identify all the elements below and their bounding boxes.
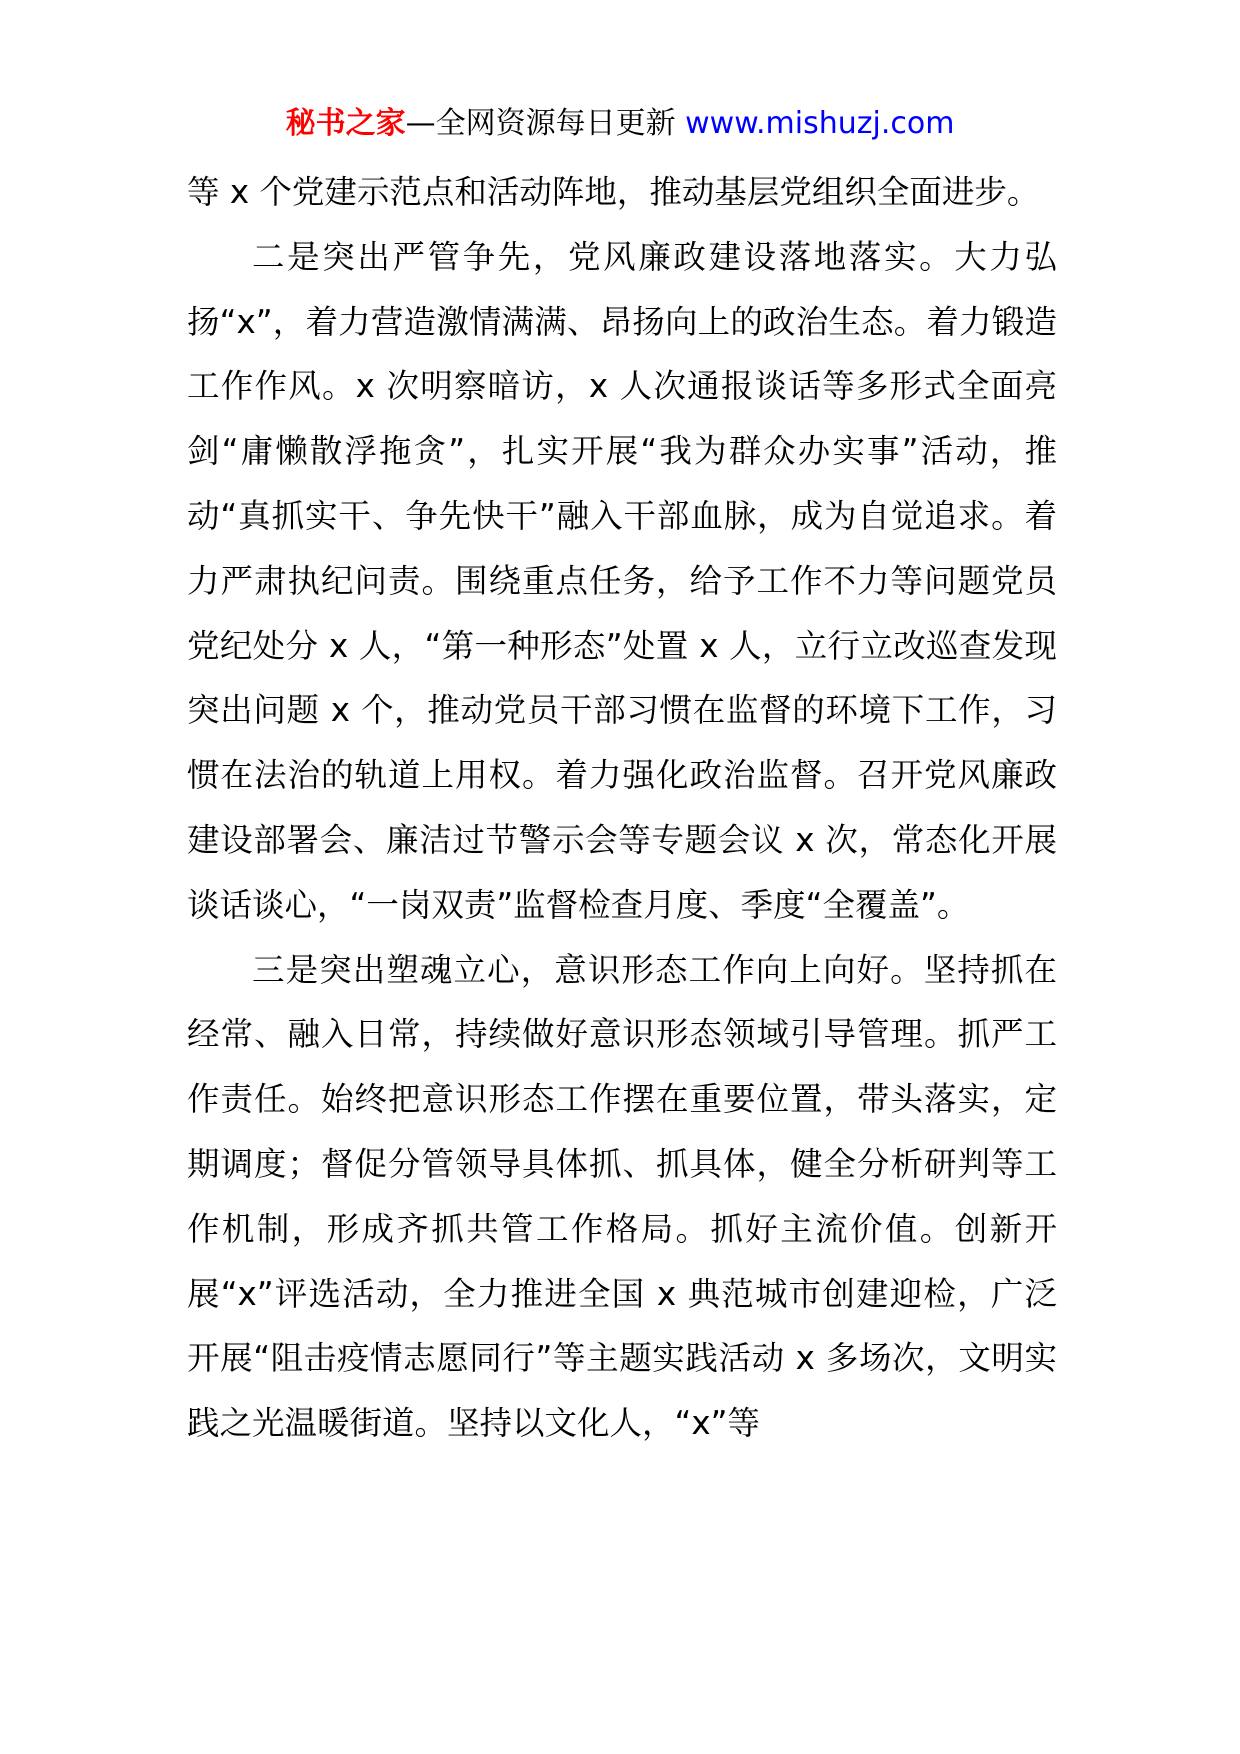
header-tagline: —全网资源每日更新 [405, 106, 686, 141]
paragraph-2: 二是突出严管争先，党风廉政建设落地落实。大力弘扬“x”，着力营造激情满满、昂扬向上的政治生态。着力锻造工作作风。x 次明察暗访，x 人次通报谈话等多形式全面亮剑“庸懒散浮拖贪”，扎实开展“我为群众办实事”活动，推动“真抓实干、争先快干”融入干部血脉，成为自觉追求。着力严肃执纪问责。围绕重点任务，给予工作不力等问题党员党纪处分 x 人，“第一种形态”处置 x 人，立行立改巡查发现突出问题 x 个，推动党员干部习惯在监督的环境下工作，习惯在法治的轨道上用权。着力强化政治监督。召开党风廉政建设部署会、廉洁过节警示会等专题会议 x 次，常态化开展谈话谈心，“一岗双责”监督检查月度、季度“全覆盖”。 [187, 237, 1057, 924]
page-header [0, 100, 1240, 148]
paragraph-1: 等 x 个党建示范点和活动阵地，推动基层党组织全面进步。 [187, 173, 1040, 211]
paragraph-3: 三是突出塑魂立心，意识形态工作向上向好。坚持抓在经常、融入日常，持续做好意识形态领域引导管理。抓严工作责任。始终把意识形态工作摆在重要位置，带头落实，定期调度；督促分管领导具体抓、抓具体，健全分析研判等工作机制，形成齐抓共管工作格局。抓好主流价值。创新开展“x”评选活动，全力推进全国 x 典范城市创建迎检，广泛开展“阻击疫情志愿同行”等主题实践活动 x 多场次，文明实践之光温暖街道。坚持以文化人，“x”等 [187, 950, 1057, 1443]
document-body [187, 160, 1057, 1456]
header-url-link[interactable]: www.mishuzj.com [685, 106, 955, 141]
header-brand: 秘书之家 [285, 106, 406, 141]
